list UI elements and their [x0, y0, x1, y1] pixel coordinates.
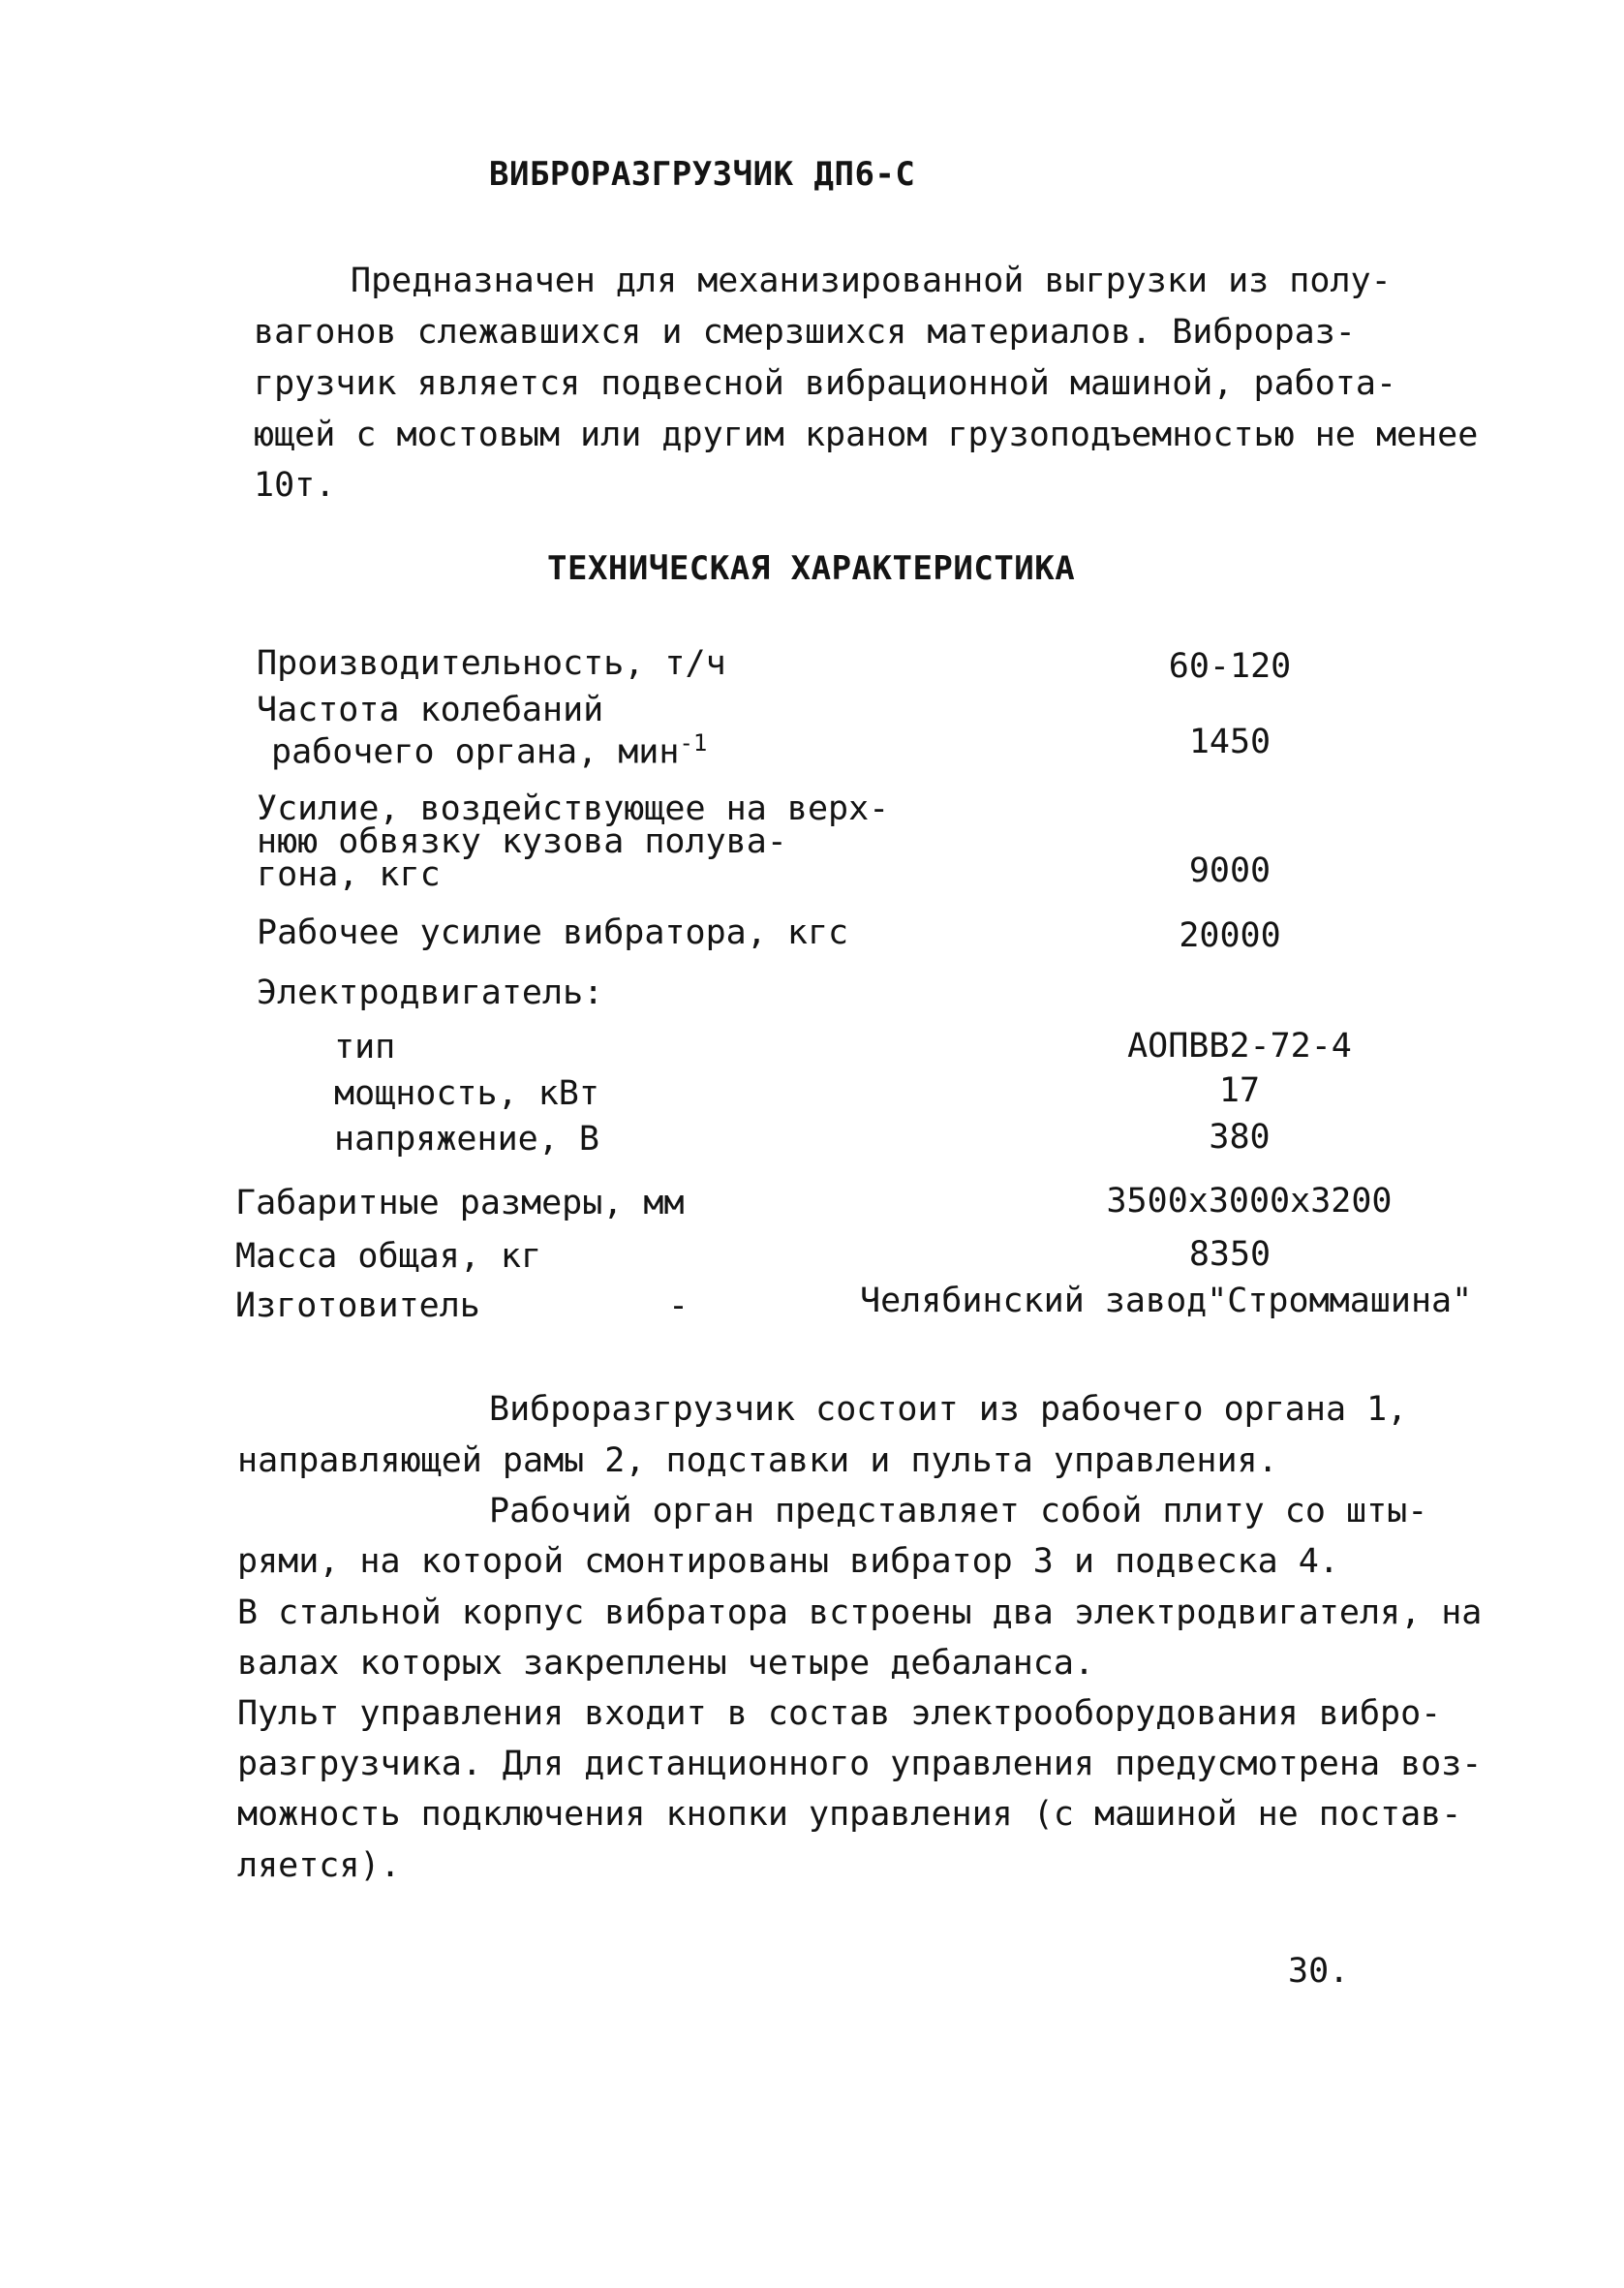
spec-value-manufacturer: Челябинский завод"Строммашина" [860, 1282, 1473, 1320]
spec-label-force: Усилие, воздействующее на верх- [257, 789, 890, 828]
spec-label-motor-power: мощность, кВт [334, 1074, 599, 1113]
spec-value-productivity: 60-120 [1168, 647, 1292, 686]
spec-value-frequency: 1450 [1188, 723, 1272, 761]
description-line: можность подключения кнопки управления (с машиной не постав- [237, 1795, 1462, 1834]
spec-label-force-line2: нюю обвязку кузова полува- [257, 822, 787, 861]
spec-label-force-line3: гона, кгс [257, 855, 441, 894]
spec-label-frequency-line2 [271, 727, 708, 772]
spec-value-motor-power: 17 [1218, 1071, 1261, 1110]
intro-line: Предназначен для механизированной выгрузки из полу- [351, 262, 1392, 300]
document-title: ВИБРОРАЗГРУЗЧИК ДП6-С [489, 155, 916, 194]
description-line: В стальной корпус вибратора встроены два электродвигателя, на [237, 1593, 1483, 1632]
intro-line: грузчик является подвесной вибрационной машиной, работа- [254, 364, 1397, 403]
description-line: Рабочий орган представляет собой плиту со шты- [489, 1492, 1428, 1530]
spec-label-motor-voltage: напряжение, В [334, 1120, 599, 1159]
description-line: рями, на которой смонтированы вибратор 3 и подвеска 4. [237, 1542, 1339, 1581]
spec-value-motor-voltage: 380 [1209, 1118, 1271, 1157]
spec-dash-manufacturer: - [668, 1286, 689, 1325]
spec-label-motor: Электродвигатель: [257, 974, 604, 1012]
description-line: разгрузчика. Для дистанционного управления предусмотрена воз- [237, 1745, 1483, 1783]
spec-label-frequency-text: рабочего органа, мин [271, 732, 680, 772]
spec-value-motor-type: АОПВВ2-72-4 [1127, 1027, 1352, 1066]
spec-title: ТЕХНИЧЕСКАЯ ХАРАКТЕРИСТИКА [547, 549, 1076, 588]
spec-label-frequency-sup: -1 [679, 729, 708, 757]
spec-label-manufacturer: Изготовитель [235, 1286, 480, 1325]
intro-line: 10т. [254, 466, 336, 505]
spec-label-motor-type: тип [334, 1028, 396, 1067]
description-line: Виброразгрузчик состоит из рабочего органа 1, [489, 1390, 1408, 1429]
description-line: направляющей рамы 2, подставки и пульта управления. [237, 1441, 1278, 1480]
spec-label-mass: Масса общая, кг [235, 1237, 542, 1276]
spec-value-dimensions: 3500x3000x3200 [1106, 1182, 1393, 1221]
description-line: ляется). [237, 1846, 401, 1885]
intro-line: вагонов слежавшихся и смерзшихся материалов. Виброраз- [254, 313, 1356, 352]
intro-line: ющей с мостовым или другим краном грузоподъемностью не менее [254, 416, 1479, 454]
spec-label-dimensions: Габаритные размеры, мм [235, 1184, 685, 1222]
description-line: валах которых закреплены четыре дебаланса. [237, 1644, 1095, 1683]
page-number: 30. [1288, 1952, 1350, 1991]
spec-value-force: 9000 [1188, 851, 1272, 890]
spec-label-frequency: Частота колебаний [257, 691, 604, 729]
spec-label-vibrator-force: Рабочее усилие вибратора, кгс [257, 913, 849, 952]
spec-value-mass: 8350 [1188, 1235, 1272, 1274]
description-line: Пульт управления входит в состав электрооборудования вибро- [237, 1694, 1442, 1733]
spec-value-vibrator-force: 20000 [1179, 916, 1281, 955]
spec-label-productivity: Производительность, т/ч [257, 644, 726, 683]
